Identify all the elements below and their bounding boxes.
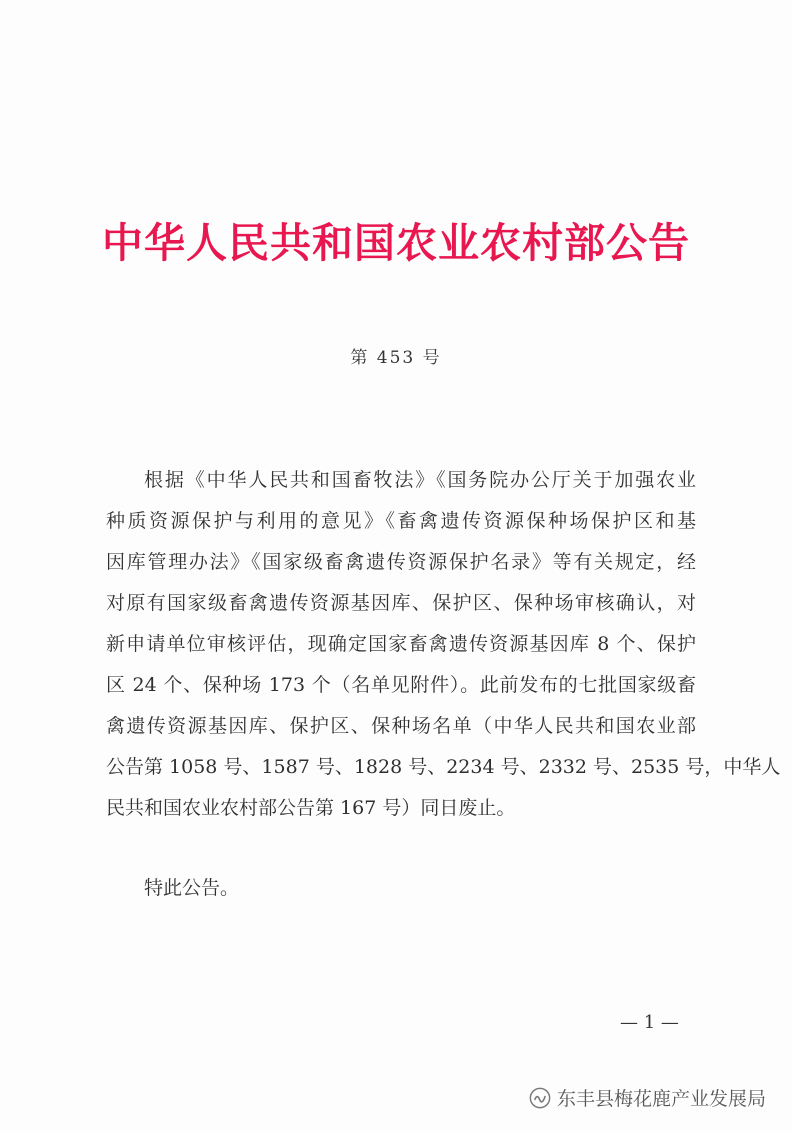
body-line: 因库管理办法》《国家级畜禽遗传资源保护名录》等有关规定，经 xyxy=(106,551,696,573)
page-number: — 1 — xyxy=(620,1012,679,1033)
wechat-channel-icon xyxy=(529,1087,551,1109)
closing-statement: 特此公告。 xyxy=(144,877,240,899)
body-line: 对原有国家级畜禽遗传资源基因库、保护区、保种场审核确认，对 xyxy=(106,592,696,614)
body-line: 种质资源保护与利用的意见》《畜禽遗传资源保种场保护区和基 xyxy=(106,510,696,532)
document-title: 中华人民共和国农业农村部公告 xyxy=(102,219,690,267)
body-line: 区 24 个、保种场 173 个（名单见附件）。此前发布的七批国家级畜 xyxy=(106,674,696,696)
body-line: 新申请单位审核评估，现确定国家畜禽遗传资源基因库 8 个、保护 xyxy=(106,633,696,655)
watermark-text: 东丰县梅花鹿产业发展局 xyxy=(556,1088,766,1110)
body-line: 民共和国农业农村部公告第 167 号）同日废止。 xyxy=(106,797,516,819)
watermark xyxy=(529,1084,766,1111)
body-line: 公告第 1058 号、1587 号、1828 号、2234 号、2332 号、2535 号，中华人 xyxy=(106,756,781,778)
body-line: 根据《中华人民共和国畜牧法》《国务院办公厅关于加强农业 xyxy=(144,469,696,491)
document-body xyxy=(106,460,781,829)
document-number: 第 453 号 xyxy=(350,348,442,368)
body-line: 禽遗传资源基因库、保护区、保种场名单（中华人民共和国农业部 xyxy=(106,715,696,737)
